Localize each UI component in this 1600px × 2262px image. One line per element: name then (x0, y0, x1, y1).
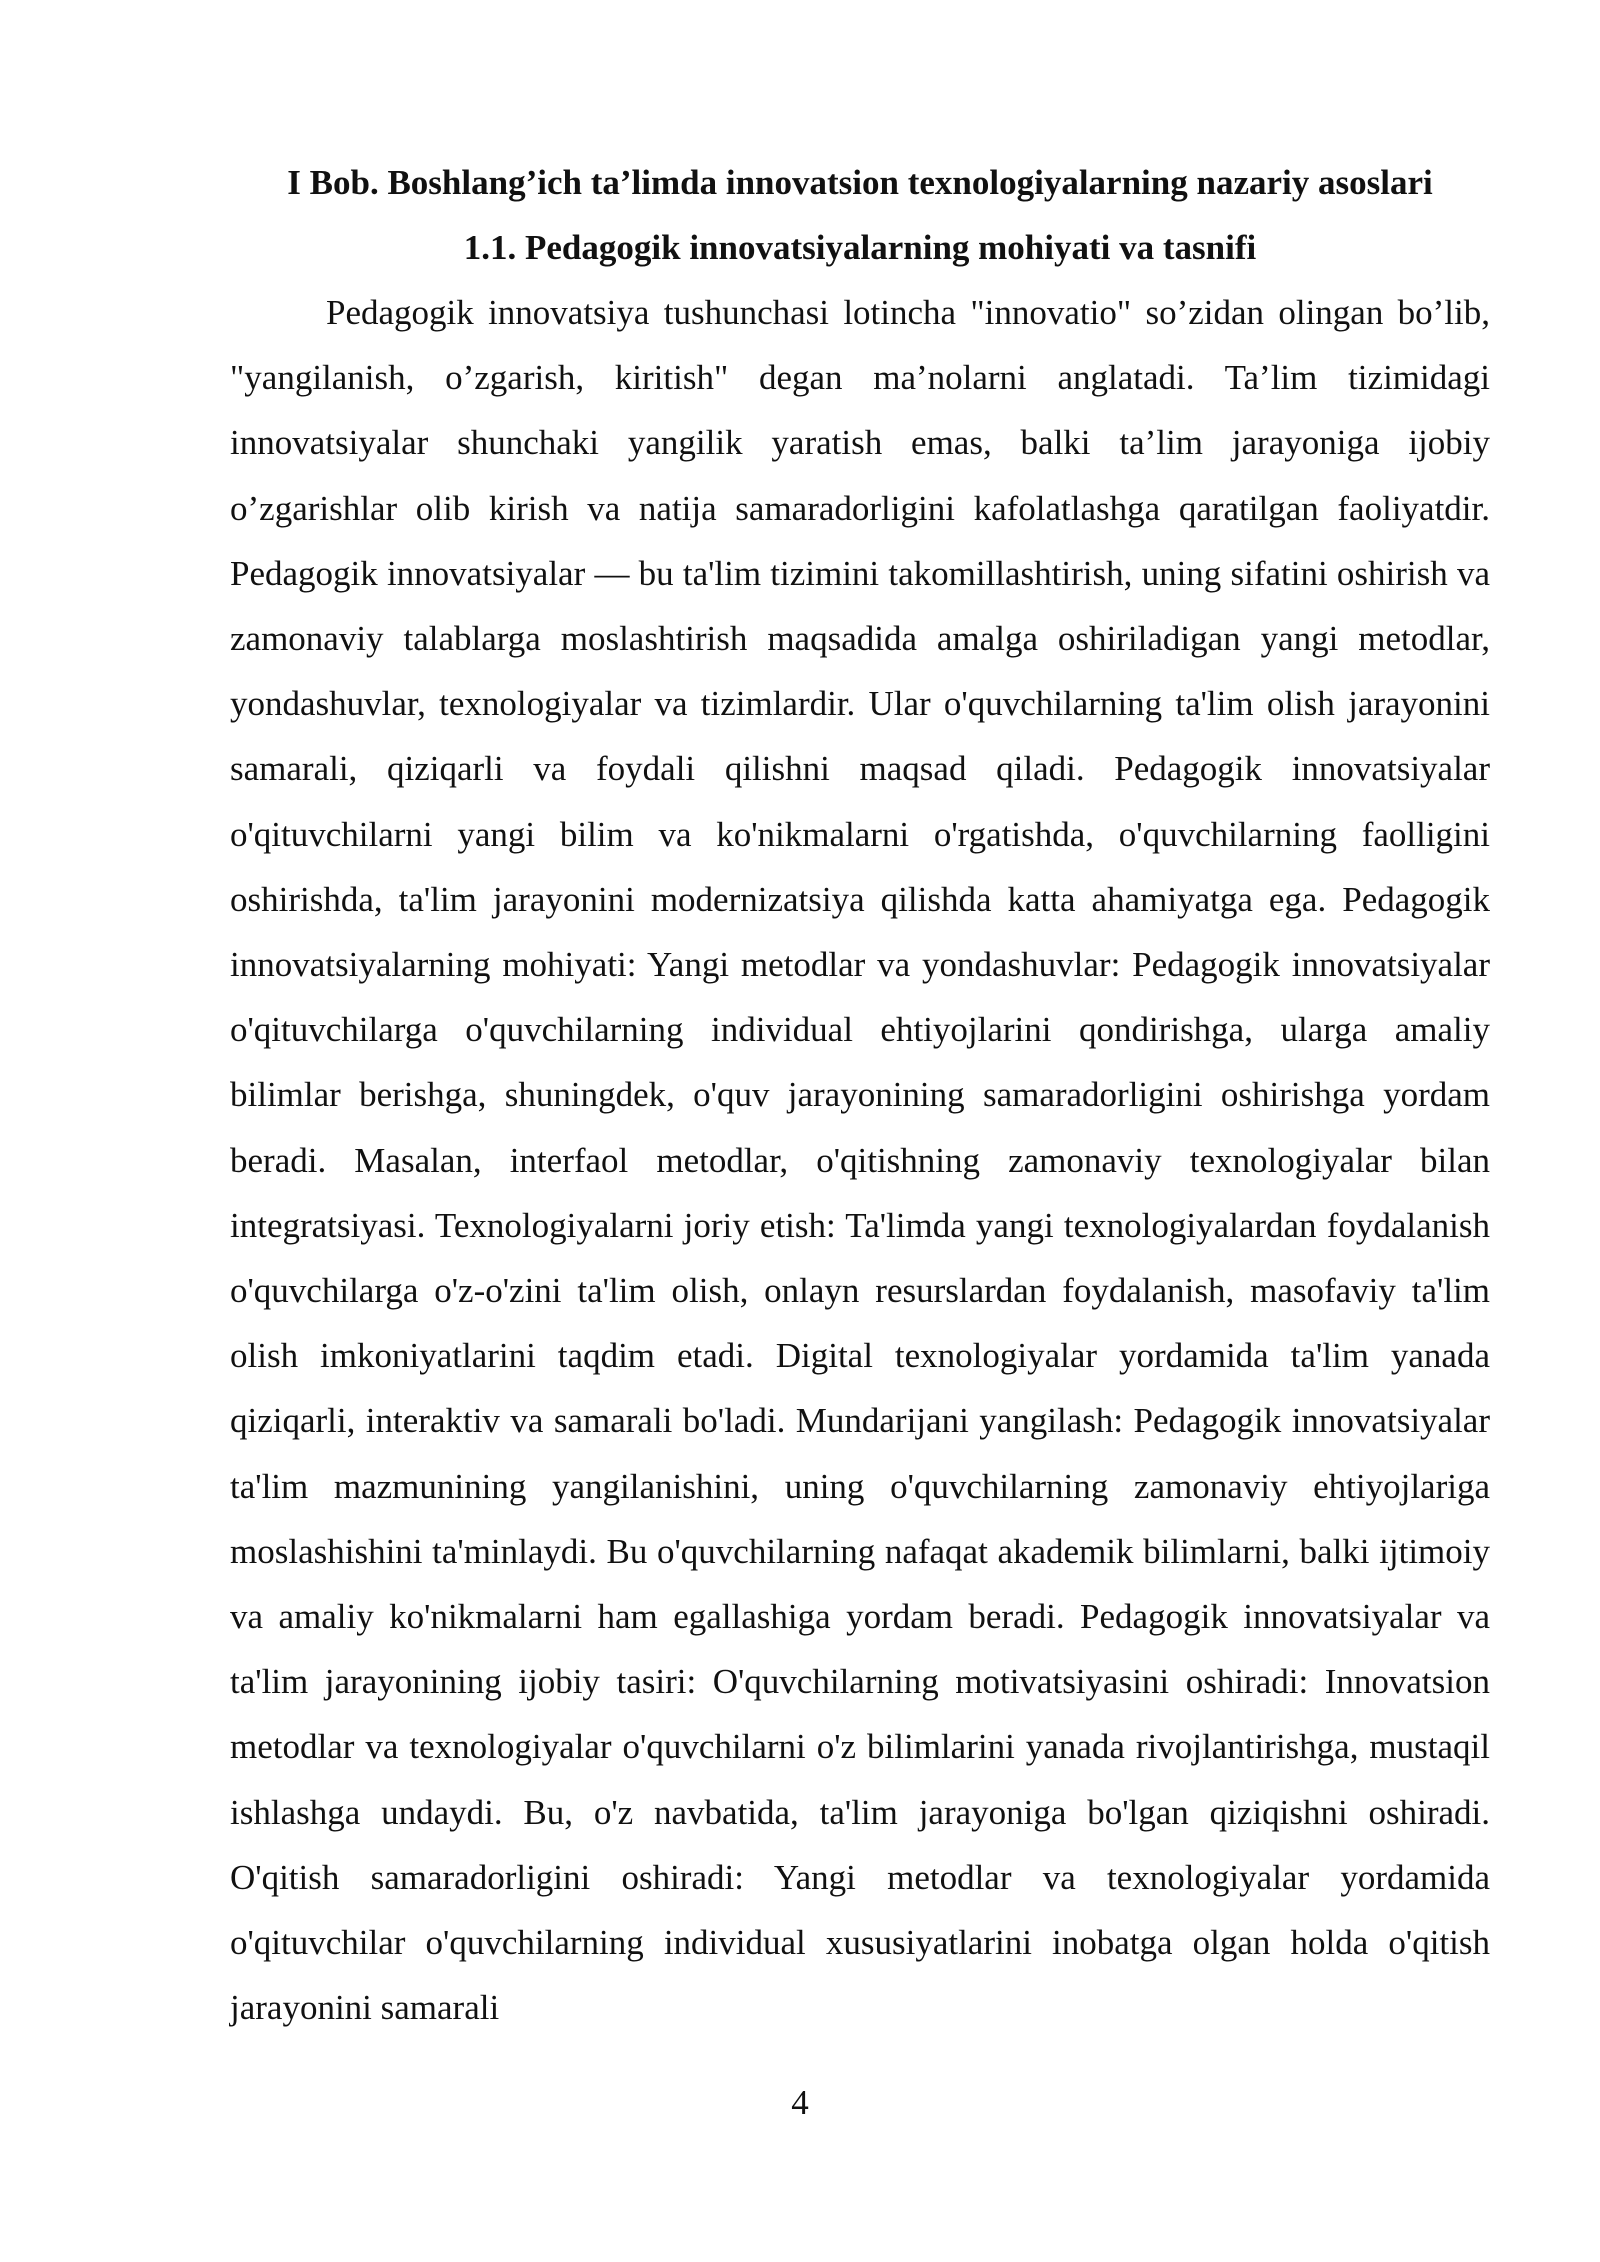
section-title: 1.1. Pedagogik innovatsiyalarning mohiyati va tasnifi (463, 228, 1257, 267)
body-paragraph: Pedagogik innovatsiya tushunchasi lotincha "innovatio" so’zidan olingan bo’lib, "yangilanish, o’zgarish, kiritish" degan ma’nolarni anglatadi. Ta’lim tizimidagi innovatsiyalar shunchaki yangilik yaratish emas, balki ta’lim jarayoniga ijobiy o’zgarishlar olib kirish va natija samaradorligini kafolatlashga qaratilgan faoliyatdir. Pedagogik innovatsiyalar — bu ta'lim tizimini takomillashtirish, uning sifatini oshirish va zamonaviy talablarga moslashtirish maqsadida amalga oshiriladigan yangi metodlar, yondashuvlar, texnologiyalar va tizimlardir. Ular o'quvchilarning ta'lim olish jarayonini samarali, qiziqarli va foydali qilishni maqsad qiladi. Pedagogik innovatsiyalar o'qituvchilarni yangi bilim va ko'nikmalarni o'rgatishda, o'quvchilarning faolligini oshirishda, ta'lim jarayonini modernizatsiya qilishda katta ahamiyatga ega. Pedagogik innovatsiyalarning mohiyati: Yangi metodlar va yondashuvlar: Pedagogik innovatsiyalar o'qituvchilarga o'quvchilarning individual ehtiyojlarini qondirishga, ularga amaliy bilimlar berishga, shuningdek, o'quv jarayonining samaradorligini oshirishga yordam beradi. Masalan, interfaol metodlar, o'qitishning zamonaviy texnologiyalar bilan integratsiyasi. Texnologiyalarni joriy etish: Ta'limda yangi texnologiyalardan foydalanish o'quvchilarga o'z-o'zini ta'lim olish, onlayn resurslardan foydalanish, masofaviy ta'lim olish imkoniyatlarini taqdim etadi. Digital texnologiyalar yordamida ta'lim yanada qiziqarli, interaktiv va samarali bo'ladi. Mundarijani yangilash: Pedagogik innovatsiyalar ta'lim mazmunining yangilanishini, uning o'quvchilarning zamonaviy ehtiyojlariga moslashishini ta'minlaydi. Bu o'quvchilarning nafaqat akademik bilimlarni, balki ijtimoiy va amaliy ko'nikmalarni ham egallashiga yordam beradi. Pedagogik innovatsiyalar va ta'lim jarayonining ijobiy tasiri: O'quvchilarning motivatsiyasini oshiradi: Innovatsion metodlar va texnologiyalar o'quvchilarni o'z bilimlarini yanada rivojlantirishga, mustaqil ishlashga undaydi. Bu, o'z navbatida, ta'lim jarayoniga bo'lgan qiziqishni oshiradi. O'qitish samaradorligini oshiradi: Yangi metodlar va texnologiyalar yordamida o'qituvchilar o'quvchilarning individual xususiyatlarini inobatga olgan holda o'qitish jarayonini samarali (230, 293, 1490, 2028)
page-number: 4 (791, 2083, 809, 2122)
page-content (230, 150, 1490, 2040)
chapter-title: I Bob. Boshlang’ich ta’limda innovatsion texnologiyalarning nazariy asoslari (287, 163, 1433, 202)
